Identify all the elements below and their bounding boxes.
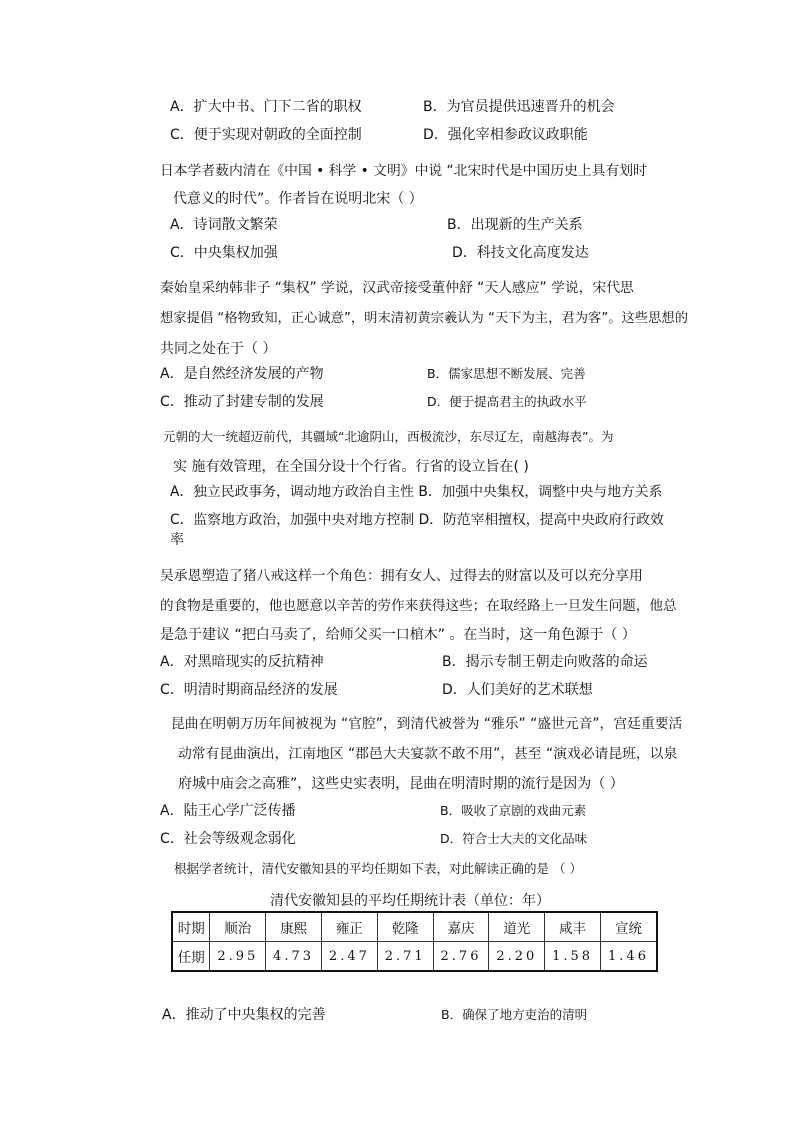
question-text: 代意义的时代”。作者旨在说明北宋（ ）: [173, 191, 423, 207]
option-b: B．吸收了京剧的戏曲元素: [440, 803, 587, 818]
table-cell: 1.58: [545, 942, 601, 972]
option-c-d: C．监察地方政治，加强中央对地方控制 D．防范宰相擅权，提高中央政府行政效: [170, 512, 664, 528]
table-cell: 道光: [489, 912, 545, 942]
table-title: 清代安徽知县的平均任期统计表（单位：年）: [270, 893, 550, 909]
table-cell: 2.20: [489, 942, 545, 972]
table-cell: 时期: [172, 912, 210, 942]
option-b: B．为官员提供迅速晋升的机会: [423, 99, 615, 115]
question-text: 吴承恩塑造了猪八戒这样一个角色：拥有女人、过得去的财富以及可以充分享用: [160, 568, 643, 584]
option-b: B．儒家思想不断发展、完善: [427, 366, 586, 381]
question-text: 日本学者薮内清在《中国 • 科学 • 文明》中说 “北宋时代是中国历史上具有划时: [160, 163, 647, 179]
table-cell: 雍正: [322, 912, 378, 942]
question-text: 的食物是重要的，他也愿意以辛苦的劳作来获得这些；在取经路上一旦发生问题，他总: [160, 598, 677, 614]
option-c: C．便于实现对朝政的全面控制: [170, 127, 362, 143]
table-cell: 2.71: [377, 942, 433, 972]
table-cell: 2.95: [210, 942, 266, 972]
option-b: B．揭示专制王朝走向败落的命运: [442, 654, 648, 670]
option-a: A．推动了中央集权的完善: [162, 1007, 326, 1023]
table-cell: 1.46: [600, 942, 657, 972]
option-d: D．强化宰相参政议政职能: [423, 127, 588, 143]
question-text: 动常有昆曲演出，江南地区 “郡邑大夫宴款不敢不用”，甚至 “演戏必请昆班，以泉: [178, 746, 678, 762]
table-cell: 4.73: [266, 942, 322, 972]
option-b: B．确保了地方吏治的清明: [441, 1007, 588, 1022]
table-cell: 宣统: [600, 912, 657, 942]
table-cell: 乾隆: [377, 912, 433, 942]
question-text: 共同之处在于（ ）: [160, 341, 277, 357]
question-text: 元朝的大一统超迈前代，其疆域“北逾阴山，西极流沙，东尽辽左，南越海表”。为: [163, 429, 614, 444]
option-d-continued: 率: [170, 532, 184, 548]
table-header-row: [172, 912, 657, 942]
term-table: [171, 911, 658, 972]
table-cell: 咸丰: [545, 912, 601, 942]
table-cell: 2.76: [433, 942, 489, 972]
option-a: A．诗词散文繁荣: [170, 217, 278, 233]
question-text: 实 施有效管理，在全国分设十个行省。行省的设立旨在( ): [173, 459, 529, 475]
question-text: 想家提倡 “格物致知，正心诚意”，明末清初黄宗羲认为 “天下为主，君为客”。这些思想的: [160, 311, 688, 326]
option-a: A．对黑暗现实的反抗精神: [160, 654, 324, 670]
option-c: C．社会等级观念弱化: [160, 831, 296, 847]
question-text: 昆曲在明朝万历年间被视为 “官腔”，到清代被誉为 “雅乐” “盛世元音”，宫廷重要活: [171, 716, 683, 732]
option-a: A．是自然经济发展的产物: [160, 366, 324, 382]
table-cell: 2.47: [322, 942, 378, 972]
question-text: 是急于建议 “把白马卖了，给师父买一口棺木” 。在当时，这一角色源于（ ）: [160, 627, 636, 643]
option-d: D．符合士大夫的文化品味: [440, 831, 588, 846]
option-d: D．科技文化高度发达: [452, 245, 589, 261]
option-a-b: A．独立民政事务，调动地方政治自主性 B．加强中央集权，调整中央与地方关系: [170, 484, 663, 500]
table-cell: 康熙: [266, 912, 322, 942]
option-c: C．中央集权加强: [170, 245, 278, 261]
table-row: [172, 942, 657, 972]
option-c: C．明清时期商品经济的发展: [160, 682, 338, 698]
question-text: 秦始皇采纳韩非子 “集权” 学说，汉武帝接受董仲舒 “天人感应” 学说，宋代思: [160, 280, 634, 296]
option-c: C．推动了封建专制的发展: [160, 394, 324, 410]
table-cell: 顺治: [210, 912, 266, 942]
question-text: 府城中庙会之高雅”，这些史实表明，昆曲在明清时期的流行是因为（ ）: [178, 776, 624, 792]
table-cell: 任期: [172, 942, 210, 972]
option-a: A．陆王心学广泛传播: [160, 803, 296, 819]
question-text: 根据学者统计，清代安徽知县的平均任期如下表，对此解读正确的是 （ ）: [174, 861, 582, 876]
option-a: A．扩大中书、门下二省的职权: [170, 99, 362, 115]
option-d: D．人们美好的艺术联想: [442, 682, 593, 698]
table-cell: 嘉庆: [433, 912, 489, 942]
option-b: B．出现新的生产关系: [447, 217, 583, 233]
option-d: D．便于提高君主的执政水平: [427, 394, 587, 409]
